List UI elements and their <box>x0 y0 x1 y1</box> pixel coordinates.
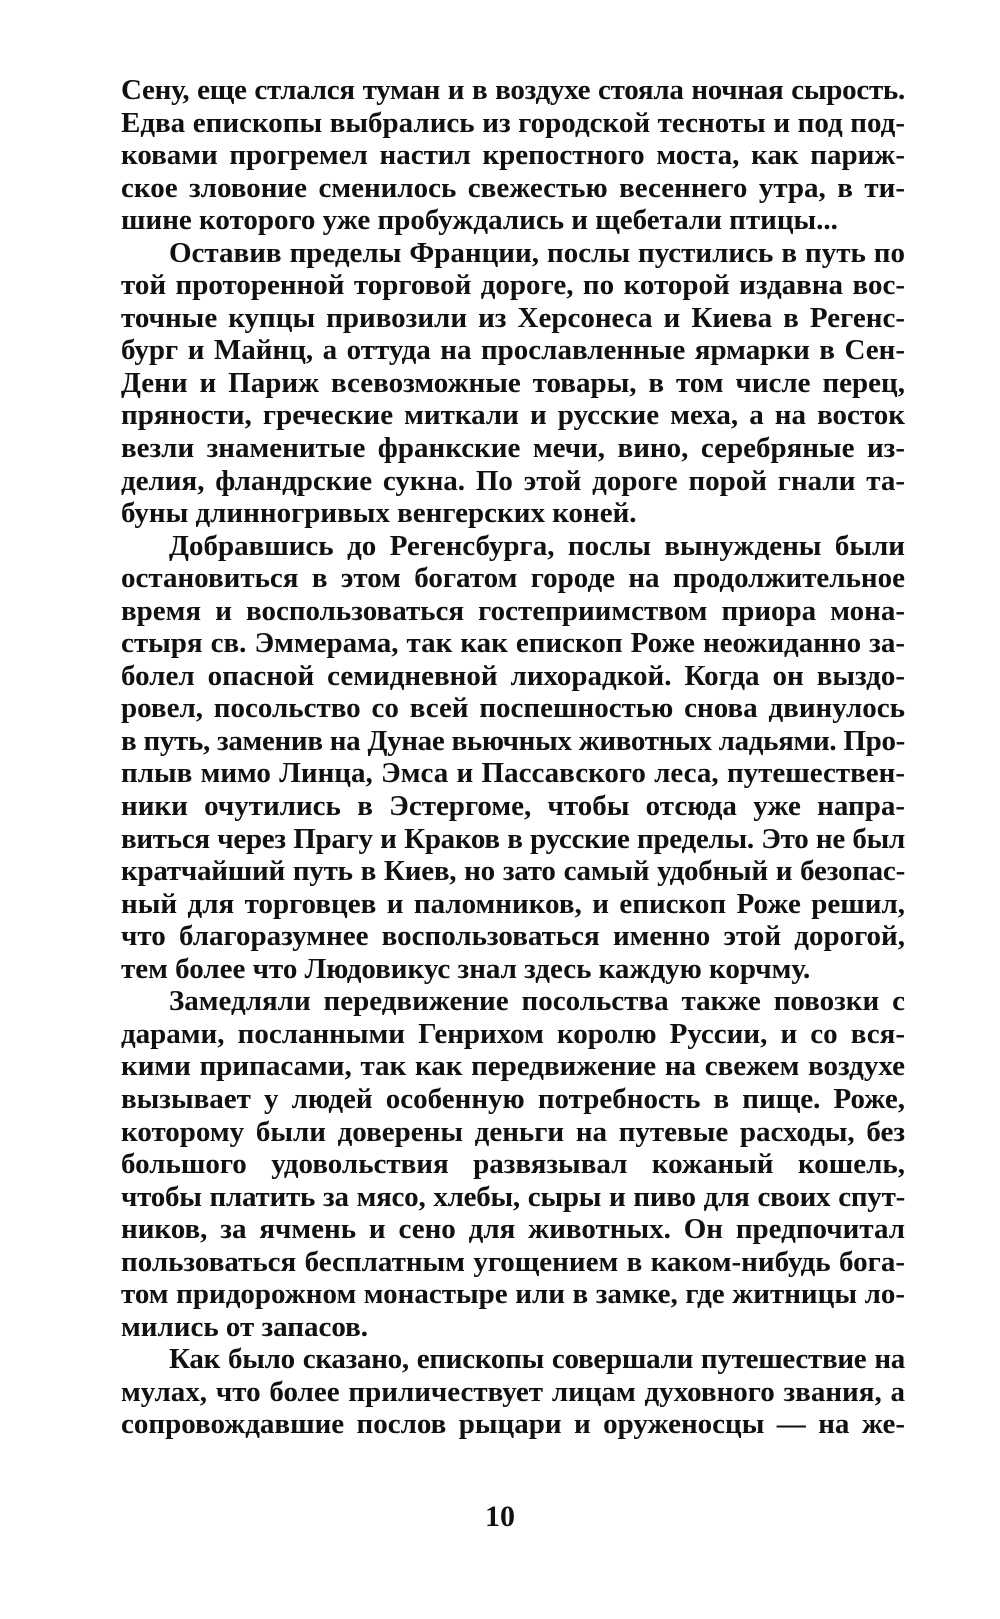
body-text <box>121 74 905 1441</box>
text-line: дарами, посланными Генрихом королю Руссии, и со вся- <box>121 1017 905 1050</box>
text-line: Замедляли передвижение посольства также повозки с <box>169 985 905 1018</box>
text-line: пряности, греческие миткали и русские меха, а на восток <box>121 399 905 432</box>
text-line: ровел, посольство со всей поспешностью снова двинулось <box>121 692 905 725</box>
text-line: ный для торговцев и паломников, и епископ Роже решил, <box>121 887 905 920</box>
text-line: которому были доверены деньги на путевые расходы, без <box>121 1115 905 1148</box>
text-line: ники очутились в Эстергоме, чтобы отсюда уже напра- <box>121 790 905 823</box>
text-line: шине которого уже пробуждались и щебетали птицы... <box>121 204 838 237</box>
text-line: Как было сказано, епископы совершали путешествие на <box>169 1343 905 1376</box>
text-line: Дени и Париж всевозможные товары, в том числе перец, <box>121 366 905 399</box>
text-line: буны длинногривых венгерских коней. <box>121 497 637 530</box>
text-line: кими припасами, так как передвижение на свежем воздухе <box>121 1050 905 1083</box>
text-line: большого удовольствия развязывал кожаный кошель, <box>121 1148 905 1181</box>
text-line: везли знаменитые франкские мечи, вино, серебряные из- <box>121 432 905 465</box>
text-line: сопровождавшие послов рыцари и оруженосцы — на же- <box>121 1408 905 1441</box>
text-line: плыв мимо Линца, Эмса и Пассавского леса, путешествен- <box>121 757 905 790</box>
text-line: что благоразумнее воспользоваться именно этой дорогой, <box>121 920 905 953</box>
text-line: бург и Майнц, а оттуда на прославленные ярмарки в Сен- <box>121 334 905 367</box>
text-line: делия, фландрские сукна. По этой дороге порой гнали та- <box>121 464 905 497</box>
text-line: вызывает у людей особенную потребность в пище. Роже, <box>121 1082 905 1115</box>
text-line: Едва епископы выбрались из городской тесноты и под под- <box>121 106 905 139</box>
page-number: 10 <box>485 1500 515 1533</box>
text-line: болел опасной семидневной лихорадкой. Когда он выздо- <box>121 659 905 692</box>
text-line: точные купцы привозили из Херсонеса и Киева в Регенс- <box>121 301 905 334</box>
text-line: ковами прогремел настил крепостного моста, как париж- <box>121 139 905 172</box>
text-line: Оставив пределы Франции, послы пустились в путь по <box>169 236 905 269</box>
text-line: тем более что Людовикус знал здесь каждую корчму. <box>121 952 811 985</box>
text-line: время и воспользоваться гостеприимством приора мона- <box>121 594 905 627</box>
text-line: мулах, что более приличествует лицам духовного звания, а <box>121 1375 905 1408</box>
text-line: ское зловоние сменилось свежестью весеннего утра, в ти- <box>121 171 905 204</box>
text-line: пользоваться бесплатным угощением в каком-нибудь бога- <box>121 1245 905 1278</box>
text-line: кратчайший путь в Киев, но зато самый удобный и безопас- <box>121 855 905 888</box>
text-line: той проторенной торговой дороге, по которой издавна вос- <box>121 269 905 302</box>
text-line: стыря св. Эммерама, так как епископ Роже неожиданно за- <box>121 627 905 660</box>
text-line: в путь, заменив на Дунае вьючных животных ладьями. Про- <box>121 724 905 757</box>
text-line: мились от запасов. <box>121 1310 369 1343</box>
text-line: том придорожном монастыре или в замке, где житницы ло- <box>121 1278 905 1311</box>
text-line: виться через Прагу и Краков в русские пределы. Это не был <box>121 822 905 855</box>
text-line: ников, за ячмень и сено для животных. Он предпочитал <box>121 1213 905 1246</box>
text-line: Сену, еще стлался туман и в воздухе стояла ночная сырость. <box>121 74 905 106</box>
text-line: Добравшись до Регенсбурга, послы вынуждены были <box>169 529 905 562</box>
text-line: чтобы платить за мясо, хлебы, сыры и пиво для своих спут- <box>121 1180 905 1213</box>
text-line: остановиться в этом богатом городе на продолжительное <box>121 562 905 595</box>
